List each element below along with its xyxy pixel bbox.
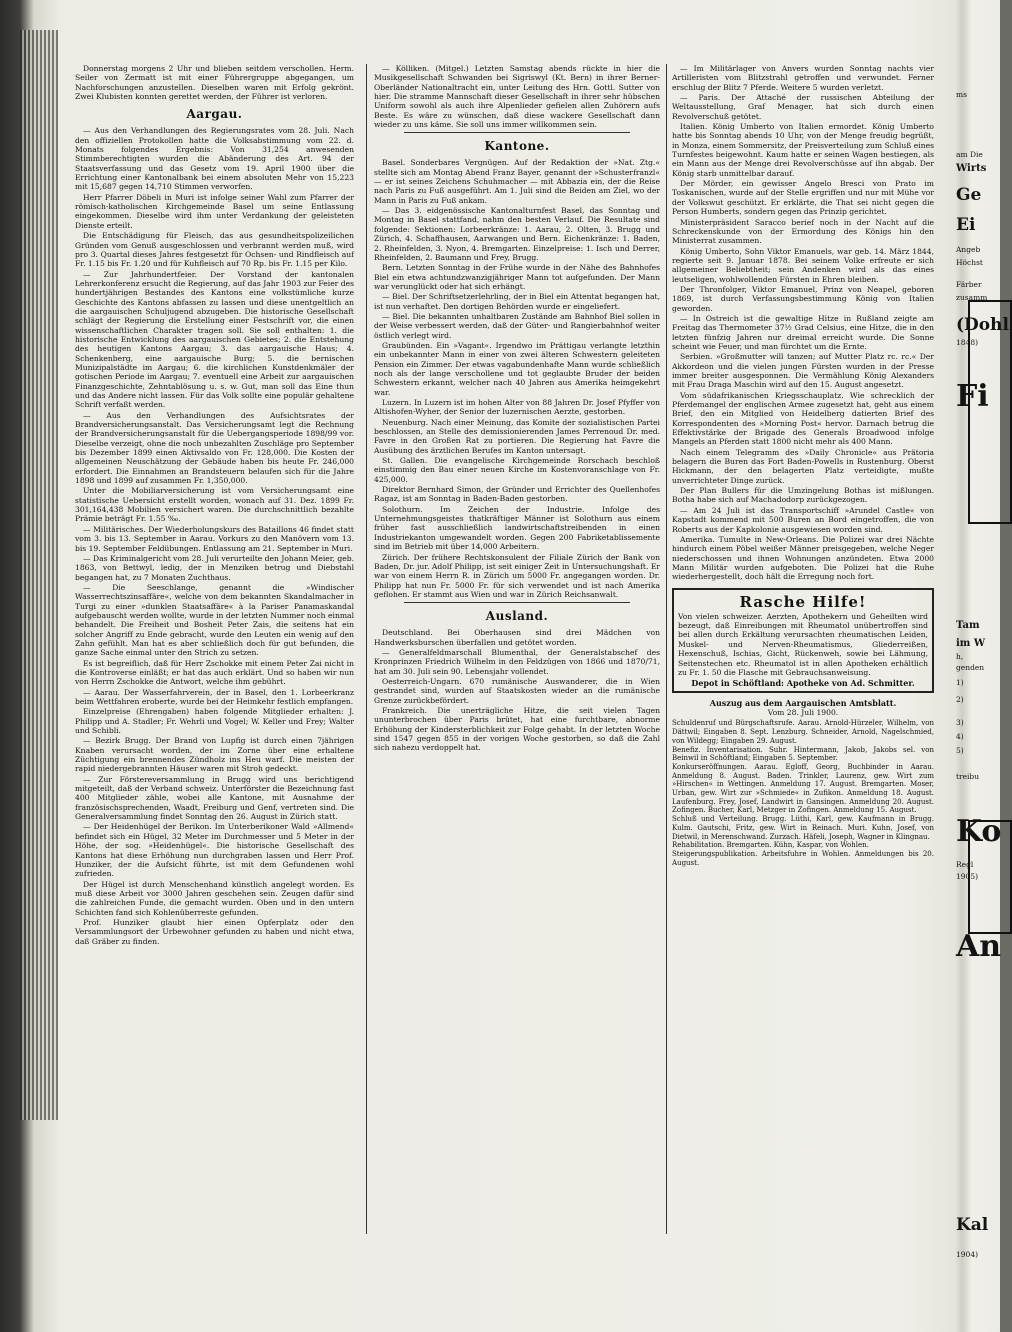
adjacent-page-fragment: Höchst — [956, 258, 983, 267]
rheumatol-advertisement — [672, 588, 934, 693]
article-paragraph: — Paris. Der Attaché der russischen Abteilung der Weltausstellung, Graf Menager, hat sich durch einen Revolverschuß getötet. — [672, 93, 934, 121]
article-paragraph: St. Gallen. Die evangelische Kirchgemeinde Rorschach beschloß einstimmig den Bau einer neuen Kirche im Kostenvoranschlage von Fr. 425,000. — [374, 456, 660, 484]
article-paragraph: Konkurseröffnungen. Aarau. Egloff, Georg, Buchbinder in Aarau. Anmeldung 8. August. Baden. Trinkler, Laurenz, gew. Wirt zum »Hirschen« in Wettingen. Anmeldung 17. August. Bremgarten. Moser, Urban, gew. Wirt zur »Schmiede« in Zufikon. Anmeldung 18. August. Laufenburg. Frey, Josef, Landwirt in Gansingen. Anmeldung 20. August. Zofingen. Bucher, Karl, Metzger in Zofingen. Anmeldung 15. August. — [672, 762, 934, 815]
amtsblatt-entries — [672, 719, 934, 867]
adjacent-page-fragment: Angeb — [956, 245, 981, 254]
article-paragraph: Vom südafrikanischen Kriegsschauplatz. Wie schrecklich der Pferdemangel der englischen Armee zugesetzt hat, geht aus einem Brief, den ein Mitglied von Heidelberg datierten Brief des Korrespondenten des »Morning Post« hervor. Darnach betrug die Effektivstärke der Brigade des Generals Broadwood infolge Mangels an Pferden statt 1800 nicht mehr als 400 Mann. — [672, 390, 934, 447]
adjacent-page-fragment: Kal — [956, 1215, 989, 1235]
adjacent-page-fragment: Ge — [956, 185, 982, 205]
article-paragraph: Basel. Sonderbares Vergnügen. Auf der Redaktion der »Nat. Ztg.« stellte sich am Montag Abend Franz Bayer, genannt der »Schusterfranzl« — er ist seines Zeichens Schuhmacher — mit Abbazia ein, der die Reise nach Paris zu Fuß ausgeführt. Am 1. Juli sind die Beiden am Ziel, wo der Mann in Paris zu Fuß ankam. — [374, 158, 660, 205]
adjacent-page-fragment: 5) — [956, 746, 964, 755]
article-paragraph: Amerika. Tumulte in New-Orleans. Die Polizei war drei Nächte hindurch einem Pöbel weißer Männer preisgegeben, welche Neger niederschossen und ihnen Wohnungen anzündeten. Etwa 2000 Mann Militär wurden aufgeboten. Die Polizei hat die Ruhe wiederhergestellt, doch hält die Erregung noch fort. — [672, 534, 934, 582]
adjacent-page-strip — [952, 60, 1009, 1330]
article-paragraph: Serbien. »Großmutter will tanzen; auf Mutter Platz rc. rc.« Der Akkordeon und die vielen jungen Fürsten wurden in der Presse immer breiter ausgesponnen. Die Vermählung König Alexanders mit Frau Draga Maschin wird auf den 15. August angesetzt. — [672, 352, 934, 390]
ausland-articles — [374, 628, 660, 752]
column-divider — [366, 64, 367, 1234]
article-paragraph: — Zur Förstereversammlung in Brugg wird uns berichtigend mitgeteilt, daß der Verband schweiz. Unterförster die Bezeichnung fast 400 Mitglieder zähle, wobei alle Kantone, mit Ausnahme der französischsprechenden, Waadt, Freiburg und Genf, vertreten sind. Die Generalversammlung findet Sonntag den 26. August in Zürich statt. — [75, 774, 354, 822]
column-divider — [666, 64, 667, 1234]
separator-rule — [404, 602, 630, 603]
adjacent-page-fragment: 3) — [956, 718, 964, 727]
adjacent-page-fragment: Ei — [956, 215, 976, 235]
article-paragraph: Deutschland. Bei Oberhausen sind drei Mädchen von Handwerksburschen überfallen und getötet worden. — [374, 628, 660, 647]
adjacent-page-fragment: 4) — [956, 732, 964, 741]
article-paragraph: — Im Militärlager von Anvers wurden Sonntag nachts vier Artilleristen vom Blitzstrahl getroffen und verwundet. Ferner erschlug der Blitz 7 Pferde. Weitere 5 wurden verletzt. — [672, 64, 934, 92]
adjacent-page-fragment: Färber — [956, 280, 982, 289]
adjacent-page-fragment: Regl — [956, 860, 974, 869]
article-paragraph: — Aus den Verhandlungen des Aufsichtsrates der Brandversicherungsanstalt. Das Versicherungsamt legt die Rechnung der Brandversicherungsanstalt für die Uebergangsperiode 1898/99 vor. Dieselbe verzeigt, ohne die noch unbezahlten Zuschläge pro September bis Dezember 1899 einen Aktivsaldo von Fr. 128,000. Die Kosten der allgemeinen Neuschätzung der Gebäude haben bis heute Fr. 246,000 erfordert. Die Einnahmen an Brandsteuern belaufen sich für die Jahre 1898 und 1899 auf zusammen Fr. 1,350,000. — [75, 410, 354, 486]
article-paragraph: — Am 24 Juli ist das Transportschiff »Arundel Castle« von Kapstadt kommend mit 500 Buren an Bord eingetroffen, die von Roberts aus der Kapkolonie ausgewiesen worden sind. — [672, 505, 934, 534]
ad-title: Rasche Hilfe! — [739, 592, 867, 611]
article-paragraph: Italien. König Umberto von Italien ermordet. König Umberto hatte bis Sonntag abends 10 Uhr, von der Menge freudig begrüßt, in Monza, einem Sommersitz, der Preisverteilung zum Schluß eines Turnfestes beigewohnt. Kaum hatte er seinen Wagen bestiegen, als ein Mann aus der Menge drei Revolverschüsse auf ihn abgab. Der König starb unmittelbar darauf. — [672, 122, 934, 178]
adjacent-page-fragment: An — [956, 929, 1002, 964]
amtsblatt-date: Vom 28. Juli 1900. — [767, 708, 839, 718]
article-paragraph: — Aarau. Der Wasserfahrverein, der in Basel, den 1. Lorbeerkranz beim Wettfahren eroberte, wurde bei der Heimkehr festlich empfangen. — [75, 687, 354, 706]
adjacent-page-fragment: h, — [956, 652, 964, 661]
section-heading-ausland: Ausland. — [485, 609, 549, 624]
article-paragraph: Nach einem Telegramm des »Daily Chronicle« aus Prätoria belagern die Buren das Fort Baden-Powells in Rustenburg. Oberst Hickmann, der den belagerten Platz verteidigte, mußte unverrichteter Dinge zurück. — [672, 447, 934, 485]
article-paragraph: Schuldenruf und Bürgschaftsrufe. Aarau. Arnold-Hürzeler, Wilhelm, von Dättwil; Eingaben 8. Sept. Lenzburg. Schneider, Arnold, Nagelschmied, von Wildegg; Eingaben 29. August. — [672, 719, 934, 745]
adjacent-page-fragment: 1904) — [956, 1250, 979, 1259]
amtsblatt-title: Auszug aus dem Aargauischen Amtsblatt. — [709, 697, 897, 708]
article-paragraph: Steigerungspublikation. Arbeitsfuhre in Wohlen. Anmeldungen bis 20. August. — [672, 849, 934, 867]
article-paragraph: Der Plan Bullers für die Umzingelung Bothas ist mißlungen. Botha habe sich auf Machadodorp zurückgezogen. — [672, 486, 934, 505]
adjacent-page-fragment: Fi — [956, 379, 989, 414]
section-heading-aargau: Aargau. — [186, 107, 243, 122]
adjacent-page-fragment: ms — [956, 90, 967, 99]
article-paragraph: — Biel. Die bekannten unhaltbaren Zustände am Bahnhof Biel sollen in der Weise verbessert werden, daß der Güter- und Rangierbahnhof weiter östlich verlegt wird. — [374, 311, 660, 340]
article-paragraph: Prof. Hunziker glaubt hier einen Opferplatz oder den Versammlungsort der Urbewohner gefunden zu haben und nicht etwa, daß Gräber zu finden. — [75, 917, 354, 946]
article-paragraph: — Generalfeldmarschall Blumenthal, der Generalstabschef des Kronprinzen Friedrich Wilhelm in den Feldzügen von 1866 und 1870/71, hat am 30. Juli sein 90. Lebensjahr vollendet. — [374, 647, 660, 676]
article-paragraph: Zürich. Der frühere Rechtskonsulent der Filiale Zürich der Bank von Baden, Dr. jur. Adolf Philipp, ist seit einiger Zeit in Untersuchungshaft. Er war von einem Herrn R. in Zürich um 5000 Fr. angegangen worden. Dr. Philipp hat nun Fr. 5000 Fr. für sich verwendet und ist nach Amerika geflohen. Er stammt aus Wien und war in Zürich Reichsanwalt. — [374, 552, 660, 599]
column2-intro: — Kölliken. (Mitgel.) Letzten Samstag abends rückte in hier die Musikgesellschaft Schwanden bei Sigriswyl (Kt. Bern) in ihrer Berner-Oberländer Nationaltracht ein, unter Leitung des Hrn. Gottl. Sutter von hier. Die stramme Mannschaft dieser Gesellschaft in ihrer sehr hübschen Uniform sowohl als auch ihre Alpenlieder gefielen allen Zuhörern aufs Beste. Es wäre zu wünschen, daß diese wackere Gesellschaft dann wieder zu uns käme. Sie soll uns immer willkommen sein. — [374, 64, 660, 130]
adjacent-page-fragment: am Die — [956, 150, 983, 159]
article-paragraph: Bern. Letzten Sonntag in der Frühe wurde in der Nähe des Bahnhofes Biel ein etwa achtundzwanzigjähriger Mann tot aufgefunden. Der Mann war verunglückt oder hat sich erhängt. — [374, 263, 660, 291]
article-paragraph: Direktor Bernhard Simon, der Gründer und Errichter des Quellenhofes Ragaz, ist am Sonntag in Baden-Baden gestorben. — [374, 485, 660, 504]
article-paragraph: Unter die Mobiliarversicherung ist vom Versicherungsamt eine statistische Uebersicht erstellt worden, wonach auf 31. Dez. 1899 Fr. 301,164,438 Mobilien versichert waren. Die durchschnittlich bezahlte Prämie beträgt Fr. 1.55 ‰. — [75, 486, 354, 524]
article-paragraph: — In Ostreich ist die gewaltige Hitze in Rußland zeigte am Freitag das Thermometer 37½ Grad Celsius, eine Hitze, die in den letzten fünfzig Jahren nur dreimal erreicht wurde. Die Sonne scheint wie Feuer, und man fürchtet um die Ernte. — [672, 313, 934, 351]
article-paragraph: — Zur Jahrhundertfeier. Der Vorstand der kantonalen Lehrerkonferenz ersucht die Regierung, auf das Jahr 1903 zur Feier des hundertjährigen Bestandes des Kantons eine volkstümliche kurze Geschichte des Kantons abfassen zu lassen und diese unentgeltlich an die aargauischen Schuljugend abzugeben. Die historische Gesellschaft schlägt der Regierung die Erstellung einer Festschrift vor, die einen wissenschaftlichen Charakter tragen soll. Sie soll enthalten: 1. die historische Entwicklung des aargauischen Gebietes; 2. die Entstehung des heutigen Kantons Aargau; 3. das aargauische Haus; 4. Schenkenberg, eine aargauische Burg; 5. die bernischen Munizipalstädte im Aargau; 6. die kirchlichen Kunstdenkmäler der gotischen Periode im Aargau; 7. eventuell eine Arbeit zur aargauischen Finanzgeschichte, Zehntablösung u. s. w. Gut, man soll das Eine thun und das Andere nicht lassen. Für das Volk sollte eine populär gehaltene Schrift verfaßt werden. — [75, 269, 354, 410]
article-paragraph: — Das 3. eidgenössische Kantonalturnfest Basel, das Sonntag und Montag in Basel stattfand, nahm den besten Verlauf. Die Resultate sind folgende: Sektionen: Lorbeerkränze: 1. Aarau, 2. Olten, 3. Brugg und Zürich, 4. Schaffhausen, Aarwangen und Bern. Eichenkränze: 1. Baden, 2. Rheinfelden, 3. Nyon, 4. Bremgarten. Einzelpreise: 1. Isch und Derrer, Rheinfelden, 2. Baumann und Frey, Brugg. — [374, 206, 660, 262]
adjacent-page-fragment: treibu — [956, 772, 980, 781]
article-paragraph: — Der Heidenhügel der Berikon. Im Unterberikoner Wald »Allmend« befindet sich ein Hügel, 32 Meter im Durchmesser und 5 Meter in der Höhe, der sog. »Heidenhügel«. Die historische Gesellschaft des Kantons hat diese Erhöhung nun durchgraben lassen und Herr Prof. Hunziker, der die Aufsicht führte, ist mit dem Gefundenen wohl zufrieden. — [75, 822, 354, 879]
adjacent-page-fragment: 2) — [956, 695, 964, 704]
article-paragraph: Herr Pfarrer Döbeli in Muri ist infolge seiner Wahl zum Pfarrer der römisch-katholischen Kirchgemeinde Basel um seine Entlassung eingekommen. Dieselbe wird ihm unter Verdankung der geleisteten Dienste erteilt. — [75, 192, 354, 230]
article-paragraph: Frankreich. Die unerträgliche Hitze, die seit vielen Tagen ununterbrochen über Paris brütet, hat eine furchtbare, abnorme Erhöhung der Kindersterblichkeit zur Folge gehabt. In der letzten Woche sind 1547 gegen 855 in der vorigen Woche gestorben, so daß die Zahl sich nahezu verdoppelt hat. — [374, 705, 660, 753]
article-paragraph: König Umberto, Sohn Viktor Emanuels, war geb. 14. März 1844, regierte seit 9. Januar 1878. Bei seinem Volke erfreute er sich allgemeiner Beliebtheit; sein Andenken wird als das eines leutseligen, wohlwollenden Fürsten in Ehren bleiben. — [672, 246, 934, 284]
column-3 — [672, 64, 934, 1224]
article-paragraph: — Aus den Verhandlungen des Regierungsrates vom 28. Juli. Nach den offiziellen Protokollen hatte die Volksabstimmung vom 22. d. Monats folgendes Ergebnis: Von 31,254 anwesenden Stimmberechtigten wurden die Abänderung des Art. 94 der Staatsverfassung und das Gesetz vom 19. April 1900 über die Errichtung einer Kantonalbank bei einem absoluten Mehr von 15,223 mit 15,687 gegen 14,710 Stimmen verworfen. — [75, 126, 354, 192]
article-paragraph: — Das Kriminalgericht vom 28. Juli verurteilte den Johann Meier, geb. 1863, von Bettwyl, ledig, der in Menziken betrug und Diebstahl begangen hat, zu 7 Monaten Zuchthaus. — [75, 553, 354, 582]
adjacent-page-fragment: Ko — [956, 814, 1002, 849]
article-paragraph: Der Mörder, ein gewisser Angelo Bresci von Prato im Toskanischen, wurde auf der Stelle ergriffen und nur mit Mühe vor der Volkswut geschützt. Er erklärte, die That sei nicht gegen die Person Humberts, sondern gegen das Prinzip gerichtet. — [672, 179, 934, 217]
article-paragraph: Oesterreich-Ungarn. 670 rumänische Auswanderer, die in Wien gestrandet sind, wurden auf Staatskosten wieder an die rumänische Grenze zurückbefördert. — [374, 676, 660, 705]
adjacent-page-fragment: zusamm — [956, 293, 988, 302]
article-paragraph: Luzern. In Luzern ist im hohen Alter von 88 Jahren Dr. Josef Pfyffer von Altishofen-Wyher, der Senior der luzernischen Aerzte, gestorben. — [374, 398, 660, 417]
article-paragraph: Neuenburg. Nach einer Meinung, das Komite der sozialistischen Partei beschlossen, an Stelle des demissionierenden James Perrenoud Dr. med. Favre in den Großen Rat zu portieren. Die Regierung hat Favre die Ausübung des ärztlichen Berufes im Kanton untersagt. — [374, 417, 660, 455]
article-paragraph: Solothurn. Im Zeichen der Industrie. Infolge des Unternehmungsgeistes thatkräftiger Männer ist Solothurn aus einem früher fast ausschließlich landwirtschaftstreibenden in einen Industriekanton umgewandelt worden. Gegen 200 Fabriketablissemente sind im Betrieb mit über 14,000 Arbeitern. — [374, 504, 660, 552]
article-paragraph: Die Entschädigung für Fleisch, das aus gesundheitspolizeilichen Gründen vom Genuß ausgeschlossen und verbrannt werden muß, wird pro 3. Quartal dieses Jahres festgesetzt für Ochsen- und Rindfleisch auf Fr. 1.15 bis Fr. 1.20 und für Kuhfleisch auf 70 Rp. bis Fr. 1.15 per Kilo. — [75, 231, 354, 269]
article-paragraph: — Militärisches. Der Wiederholungskurs des Bataillons 46 findet statt vom 3. bis 13. September in Aarau. Vorkurs zu den Manövern vom 13. bis 19. September Feldübungen. Entlassung am 21. September in Muri. — [75, 524, 354, 553]
adjacent-page-fragment: (Dohl — [956, 315, 1009, 335]
section-heading-kantone: Kantone. — [484, 139, 550, 154]
kantone-articles — [374, 158, 660, 599]
column3-articles — [672, 64, 934, 582]
article-paragraph: — Die Seeschlange, genannt die »Windischer Wasserrechtszinsaffäre«, welche von dem bekannten Skandalmacher in Turgi zu einer »dunklen Staatsaffäre« à la Pariser Panamaskandal aufgebauscht werden wollte, wurde in der letzten Nummer noch einmal behandelt. Die Freiheit und Bosheit Peter Zais, die seitens hat ein solcher Angriff zu Ende gebracht, wurde den Leuten ein wenig auf den Zahn gefühlt. Man hat es aber schließlich doch für gut befunden, die ganze Sache einmal unter den Strich zu setzen. — [75, 582, 354, 658]
article-paragraph: Der Hügel ist durch Menschenhand künstlich angelegt worden. Es muß diese Arbeit vor 3000 Jahren geschehen sein. Zeugen dafür sind die zahlreichen Funde, die gemacht wurden. Oben und in den untern Schichten fand sich Kohlenüberreste gefunden. — [75, 879, 354, 917]
adjacent-page-fragment: 1905) — [956, 872, 979, 881]
article-paragraph: Der Thronfolger, Viktor Emanuel, Prinz von Neapel, geboren 1869, ist durch Verfassungsbestimmung König von Italien geworden. — [672, 284, 934, 313]
article-paragraph: Einzelpreise (Ehrengaben) haben folgende Mitglieder erhalten: J. Philipp und A. Stadler; Fr. Wehrli und Vogel; W. Keller und Frey; Walter und Schibli. — [75, 707, 354, 736]
ad-body: Von vielen schweizer. Aerzten, Apothekern und Geheilten wird bezeugt, daß Einreibungen mit Rheumatol unübertroffen sind bei allen durch Erkältung verursachten rheumatischen Leiden, Muskel- und Nerven-Rheumatismus, Gliederreißen, Hexenschuß, Ischias, Gicht, Rückenweh, sowie bei Lähmung, Seitenstechen etc. Rheumatol ist in allen Apotheken erhältlich zu Fr. 1. 50 die Flasche mit Gebrauchsanweisung. — [678, 611, 928, 677]
article-paragraph: — Biel. Der Schriftsetzerlehrling, der in Biel ein Attentat begangen hat, ist nun verhaftet. Den dortigen Behörden wurde er eingeliefert. — [374, 292, 660, 311]
adjacent-page-fragment: genden — [956, 663, 985, 672]
adjacent-page-fragment: 1848) — [956, 338, 979, 347]
adjacent-page-fragment: Wirts — [956, 163, 987, 174]
column1-intro: Donnerstag morgens 2 Uhr und blieben seitdem verschollen. Herm. Seiler von Zermatt ist mit einer Führergruppe abgegangen, um Nachforschungen anzustellen. Dieselben waren mit Erfolg gekrönt. Zwei Klubisten konnten gerettet werden, der Führer ist verloren. — [75, 64, 354, 102]
article-paragraph: Schluß und Verteilung. Brugg. Lüthi, Karl, gew. Kaufmann in Brugg. Kulm. Gautschi, Fritz, gew. Wirt in Reinach. Muri. Kuhn, Josef, von Dietwil, in Merenschwand. Zurzach. Häfeli, Joseph, Wagner in Klingnau. — [672, 815, 934, 841]
column-2 — [374, 64, 660, 1244]
column-1 — [75, 64, 354, 1229]
adjacent-page-fragment: 1) — [956, 678, 964, 687]
separator-rule — [404, 132, 630, 133]
article-paragraph: — Bezirk Brugg. Der Brand von Lupfig ist durch einen 7jährigen Knaben verursacht worden, der im Zorne über eine erhaltene Züchtigung ein brennendes Zündholz ins Heu warf. Die meisten der rapid niedergebrannten Häuser waren mit Stroh gedeckt. — [75, 736, 354, 774]
adjacent-page-fragment: im W — [956, 638, 986, 649]
article-paragraph: Rehabilitation. Bremgarten. Kühn, Kaspar, von Wohlen. — [672, 841, 869, 850]
column1-articles — [75, 126, 354, 946]
book-binding-edge — [20, 30, 58, 1120]
article-paragraph: Graubünden. Ein »Vagant«. Irgendwo im Prättigau verlangte letzthin ein unbekannter Mann in einer von zwei älteren Schwestern geleiteten Pension ein Zimmer. Der etwas vagabundenhafte Mann wurde schließlich noch als der lange verschollene und tot geglaubte Bruder der beiden Schwestern erkannt, welcher nach 40 Jahren aus Amerika heimgekehrt war. — [374, 340, 660, 397]
adjacent-page-fragment: Tam — [956, 620, 980, 631]
article-paragraph: Es ist begreiflich, daß für Herr Zschokke mit einem Peter Zai nicht in die Kontroverse einläßt; er hat das auch erklärt. Und so haben wir nun von Herrn Zschokke die Antwort, welche ihm gebührt. — [75, 658, 354, 687]
article-paragraph: Benefiz. Inventarisation. Suhr. Hintermann, Jakob, Jakobs sel. von Beinwil in Schöftland; Eingaben 5. September. — [672, 745, 934, 763]
article-paragraph: Ministerpräsident Saracco berief noch in der Nacht auf die Schreckenskunde von der Ermordung des Königs hin den Ministerrat zusammen. — [672, 217, 934, 246]
ad-depot: Depot in Schöftland: Apotheke von Ad. Schmitter. — [691, 678, 915, 689]
